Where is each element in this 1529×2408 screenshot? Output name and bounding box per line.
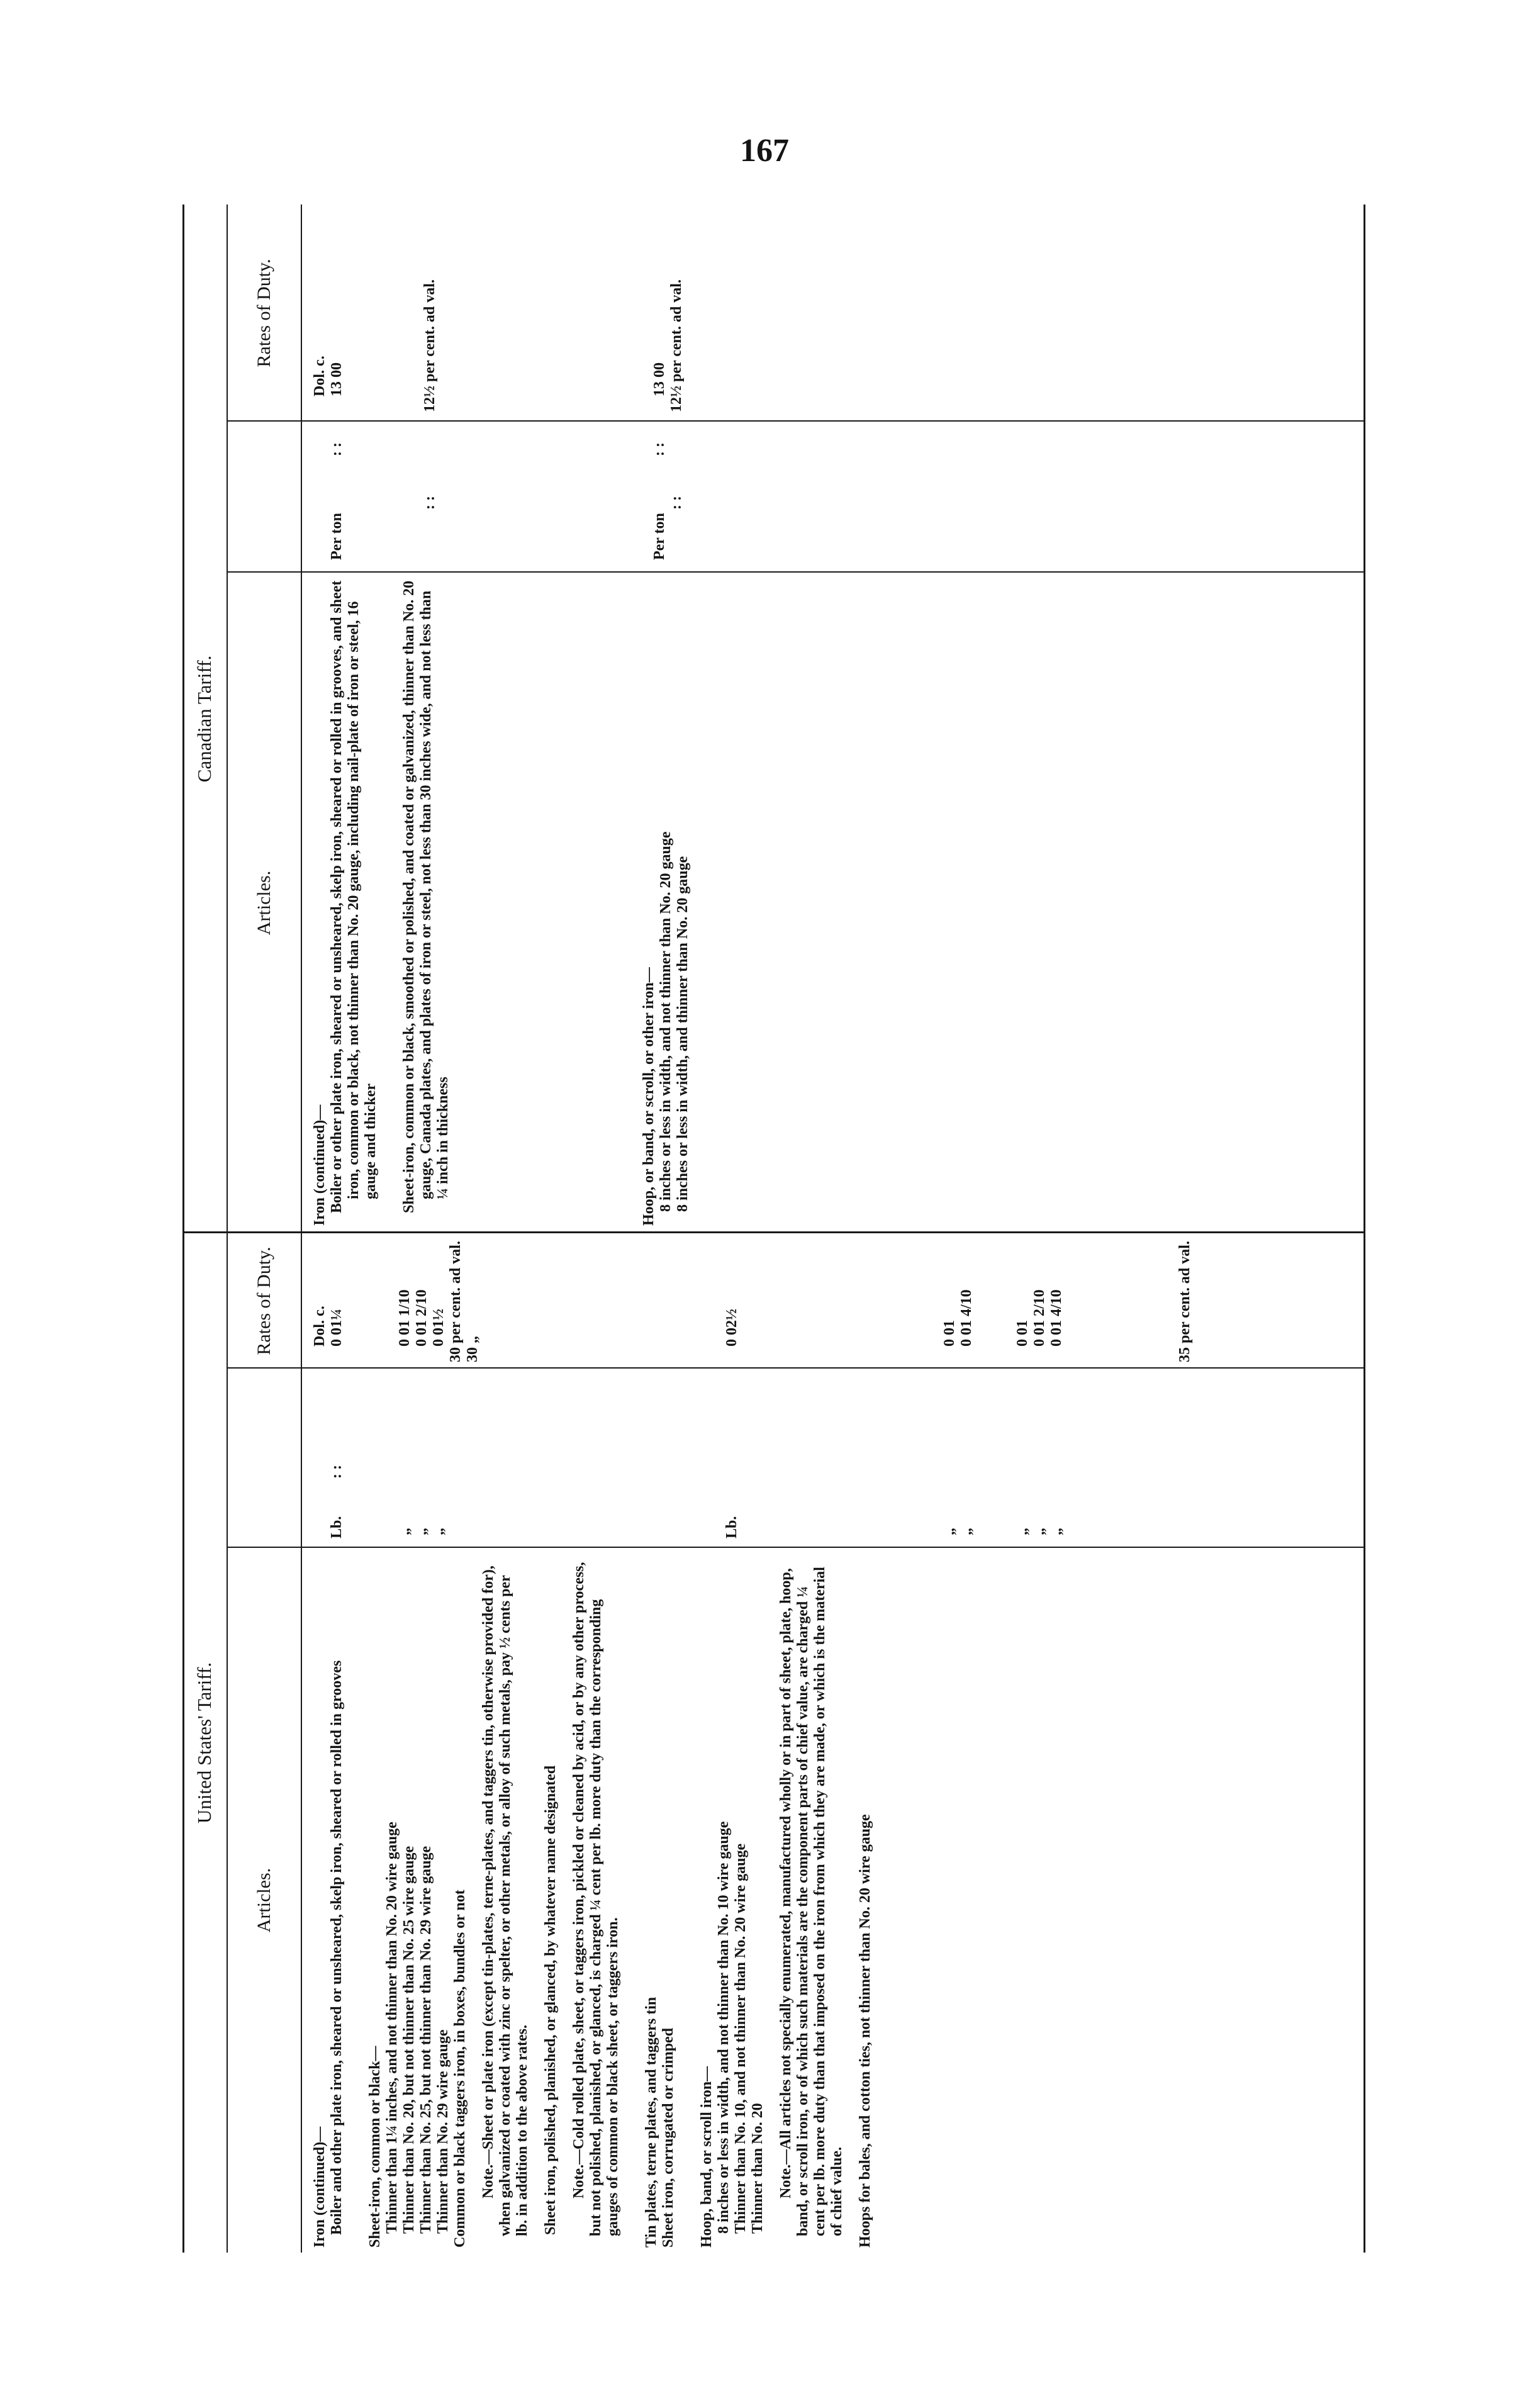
us-note-cold-rolled: Note.—Cold rolled plate, sheet, or taggers iron, pickled or cleaned by acid, or by any other process, but not polished, planished, or glanced, is charged ¼ cent per lb. more duty than the corresponding gauges of common or black sheet, or taggers iron. <box>571 1562 621 2236</box>
us-row-boiler-plate: Boiler and other plate iron, sheared or unsheared, skelp iron, sheared or rolled in grooves <box>328 1660 345 2235</box>
us-row-hoop-3: Thinner than No. 20 <box>749 2103 766 2234</box>
us-unit-corrugated: „ <box>958 1528 975 1535</box>
canada-header-rule <box>301 204 302 1233</box>
canada-rate-boiler: 13 00 <box>328 362 345 396</box>
canada-tariff-title: Canadian Tariff. <box>193 655 215 783</box>
us-row-sheet-iron: Sheet-iron, common or black— <box>367 2046 383 2248</box>
us-row-sheet-3: Thinner than No. 25, but not thinner than No. 29 wire gauge <box>418 1845 434 2234</box>
canada-rates-header: Rates of Duty. <box>254 259 274 367</box>
us-row-sheet-1: Thinner than 1¼ inches, and not thinner than No. 20 wire gauge <box>384 1822 400 2234</box>
canada-dots-2: :: <box>422 492 438 510</box>
us-unit-polished: Lb. <box>724 1516 740 1538</box>
us-row-taggers: Common or black taggers iron, in boxes, bundles or not <box>452 1890 468 2248</box>
us-row-hoop: Hoop, band, or scroll iron— <box>698 2066 715 2248</box>
us-title-rule <box>227 1233 228 2253</box>
us-header-rule <box>301 1233 302 2253</box>
us-note-galvanized: Note.—Sheet or plate iron (except tin-plates, terne-plates, and taggers tin, otherwise provided for), when galvanized or coated with zinc or spelter, or other metals, or alloy of such metals, pay ½ cents per lb. in addition to the above rates. <box>480 1565 530 2236</box>
us-row-tin-plates: Tin plates, terne plates, and taggers tin <box>643 1996 659 2248</box>
canada-articles-header: Articles. <box>254 870 274 936</box>
canada-row-boiler-plate: Boiler or other plate iron, sheared or unsheared, skelp iron, sheared or rolled in grooves, and sheet iron, common or black, not thinner than No. 20 gauge, including nail-plate of iron or steel, 16 gauge and thicker <box>328 580 379 1213</box>
canada-top-rule <box>182 204 184 1233</box>
us-tariff-section <box>182 1233 1365 2253</box>
us-divider-units <box>227 1367 1365 1369</box>
us-rates-header: Rates of Duty. <box>254 1246 274 1355</box>
canada-tariff-section <box>182 204 1365 1233</box>
us-divider-articles <box>227 1547 1365 1548</box>
us-unit-tin: „ <box>941 1528 958 1535</box>
us-articles-column <box>311 1552 874 2248</box>
us-rate-boiler: 0 01¼ <box>328 1309 345 1347</box>
us-note-articles: Note.—All articles not specially enumerated, manufactured wholly or in part of sheet, plate, hoop, band, or scroll iron, or of which such materials are the component parts of chief value, are charged ¼ cent per lb. more duty than that imposed on the iron from which they are made, or which is the material of chief value. <box>778 1567 845 2236</box>
us-unit-boiler: Lb. <box>328 1516 345 1538</box>
us-rate-sheet-4: 30 per cent. ad val. <box>447 1241 464 1362</box>
bottom-rule <box>1364 204 1365 2253</box>
us-row-sheet-2: Thinner than No. 20, but not thinner than No. 25 wire gauge <box>401 1845 417 2234</box>
canada-row-hoop: Hoop, or band, or scroll, or other iron— <box>641 967 657 1226</box>
us-row-hoop-2: Thinner than No. 10, and not thinner than No. 20 wire gauge <box>732 1843 749 2234</box>
canada-dots-3: :: <box>651 439 668 456</box>
us-rate-hoop-1: 0 01 <box>1014 1320 1031 1347</box>
canada-rate-hoop-1: 13 00 <box>651 362 668 396</box>
center-divider <box>182 1231 1365 1233</box>
us-articles-header: Articles. <box>254 1868 274 1933</box>
us-unit-hoop-1: „ <box>1014 1528 1031 1535</box>
us-rate-hoop-2: 0 01 2/10 <box>1031 1289 1048 1347</box>
canada-row-hoop-1: 8 inches or less in width, and not thinner than No. 20 gauge <box>658 831 674 1212</box>
us-unit-sheet-2: „ <box>413 1528 430 1535</box>
canada-dots-4: :: <box>668 492 685 510</box>
canada-row-sheet-iron: Sheet-iron, common or black, smoothed or polished, and coated or galvanized, thinner than No. 20 gauge, Canada plates, and plates of iron or steel, not less than 30 inches wide, and not less than ¼ inch in thickness <box>401 580 451 1213</box>
us-currency-label: Dol. c. <box>311 1306 328 1347</box>
us-dots-1: :: <box>328 1461 345 1479</box>
us-rate-hoop-3: 0 01 4/10 <box>1048 1289 1065 1347</box>
us-unit-sheet-3: „ <box>430 1528 447 1535</box>
canada-title-rule <box>227 204 228 1233</box>
canada-rate-sheet: 12½ per cent. ad val. <box>422 279 438 412</box>
us-rate-sheet-2: 0 01 2/10 <box>413 1289 430 1347</box>
us-top-rule <box>182 1233 184 2253</box>
canada-divider-units <box>227 420 1365 422</box>
us-rate-corrugated: 0 01 4/10 <box>958 1289 975 1347</box>
us-row-sheet-4: Thinner than No. 29 wire gauge <box>435 2029 451 2234</box>
us-rate-taggers: 30 „ <box>464 1336 481 1362</box>
tariff-table <box>182 204 1365 2253</box>
page-number: 167 <box>740 133 789 169</box>
canada-unit-boiler: Per ton <box>328 513 345 560</box>
canada-currency-label: Dol. c. <box>311 356 328 396</box>
us-row-hoops-bales: Hoops for bales, and cotton ties, not thinner than No. 20 wire gauge <box>857 1814 873 2248</box>
canada-row-hoop-2: 8 inches or less in width, and thinner than No. 20 gauge <box>675 856 691 1212</box>
us-tariff-title: United States' Tariff. <box>193 1662 215 1824</box>
canada-unit-hoop-1: Per ton <box>651 513 668 560</box>
canada-rate-hoop-2: 12½ per cent. ad val. <box>668 279 685 412</box>
us-rate-sheet-3: 0 01½ <box>430 1309 447 1347</box>
us-row-polished: Sheet iron, polished, planished, or glanced, by whatever name designated <box>542 1765 559 2235</box>
us-unit-hoop-3: „ <box>1048 1528 1065 1535</box>
us-row-iron-continued: Iron (continued)— <box>311 2126 328 2248</box>
us-rate-sheet-1: 0 01 1/10 <box>396 1289 413 1347</box>
us-row-hoop-1: 8 inches or less in width, and not thinner than No. 10 wire gauge <box>715 1821 732 2234</box>
us-unit-sheet-1: „ <box>396 1528 413 1535</box>
us-row-corrugated: Sheet iron, corrugated or crimped <box>660 2027 676 2248</box>
us-rate-polished: 0 02½ <box>724 1309 740 1347</box>
us-unit-hoop-2: „ <box>1031 1528 1048 1535</box>
us-rate-hoops-bales: 35 per cent. ad val. <box>1177 1241 1193 1362</box>
canada-row-iron-continued: Iron (continued)— <box>311 1104 328 1226</box>
canada-dots-1: :: <box>328 439 345 456</box>
canada-articles-column <box>311 578 692 1226</box>
canada-divider-articles <box>227 571 1365 573</box>
us-rate-tin: 0 01 <box>941 1320 958 1347</box>
